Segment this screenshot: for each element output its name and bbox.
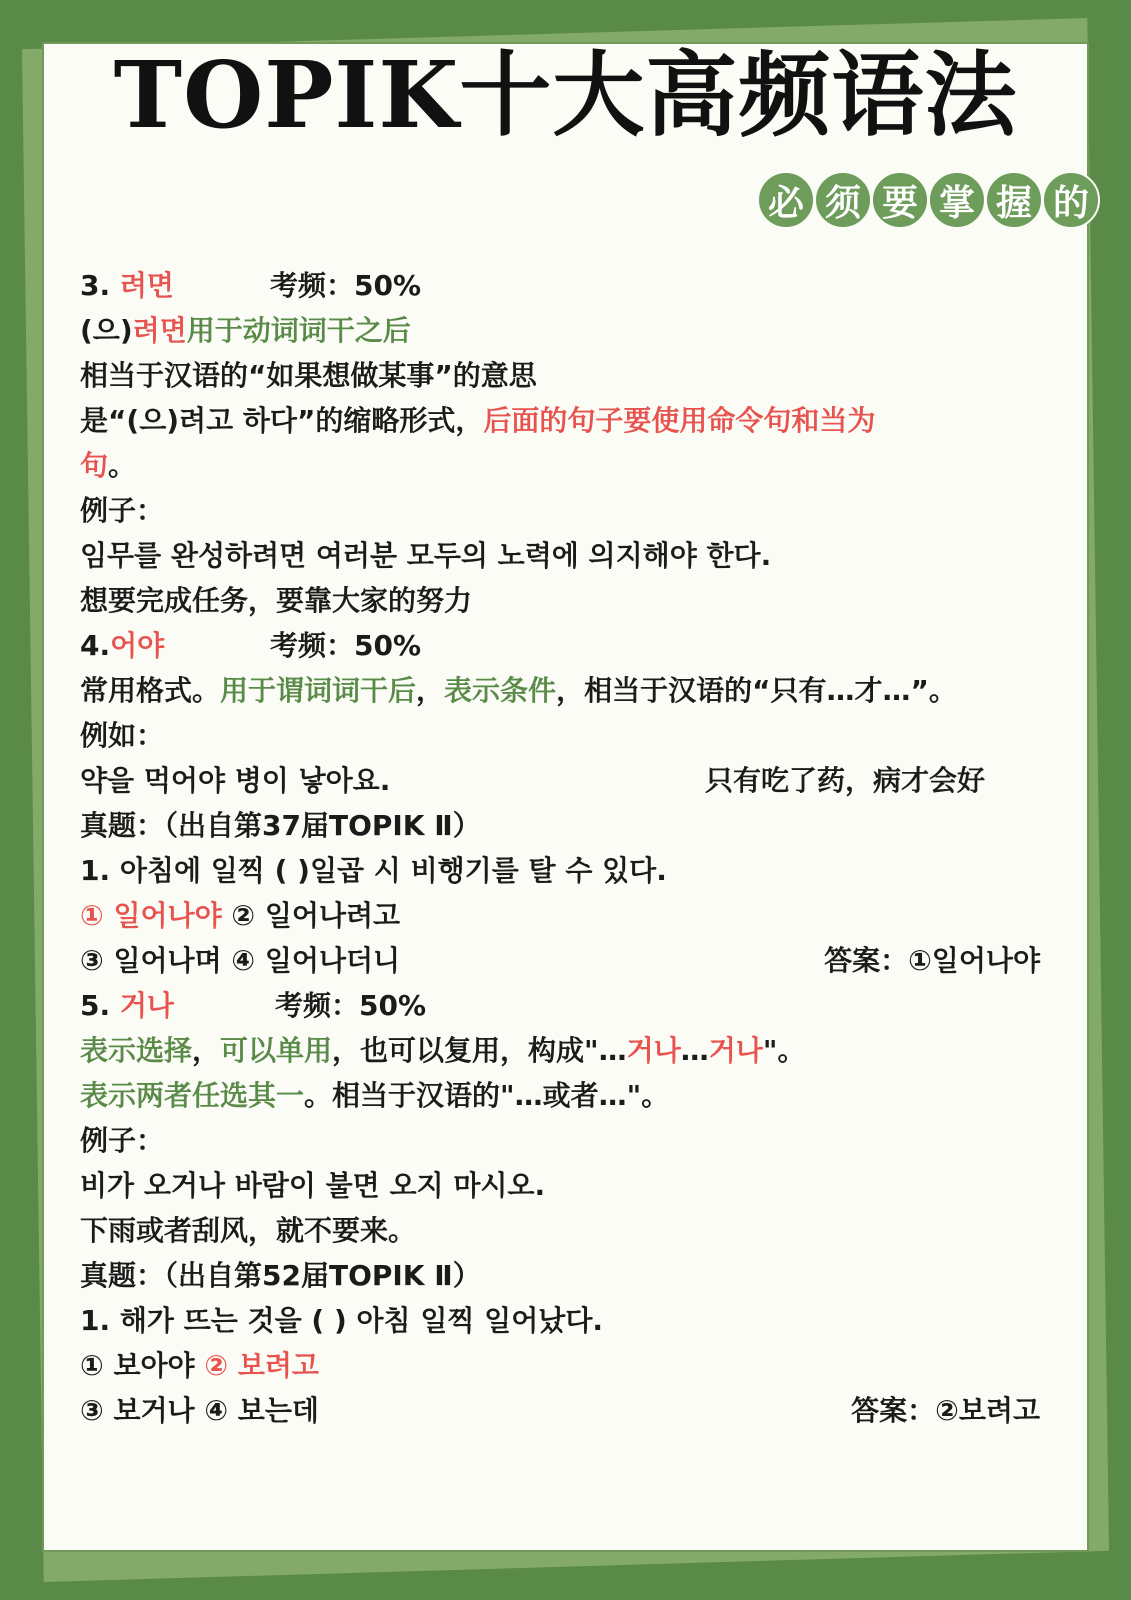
section-5-usage: 表示选择，可以单用，也可以复用，构成"…거나…거나"。: [80, 1034, 806, 1067]
exam-options-1: ① 일어나야 ② 일어나려고: [80, 899, 401, 932]
example-korean: 약을 먹어야 병이 낳아요.: [80, 764, 391, 797]
badge-char: 的: [1042, 171, 1100, 229]
section-4-usage: 常用格式。用于谓词词干后，表示条件，相当于汉语的“只有…才…”。: [80, 674, 957, 707]
badge-char: 须: [814, 171, 872, 229]
example-korean: 비가 오거나 바람이 불면 오지 마시오.: [80, 1169, 546, 1202]
answer: 答案：②보려고: [851, 1394, 1040, 1427]
exam-options-2: ③ 일어나며 ④ 일어나더니 答案：①일어나야: [80, 938, 1040, 983]
section-5-meaning: 表示两者任选其一。相当于汉语的"…或者…"。: [80, 1079, 670, 1112]
example-label: 例如：: [80, 719, 165, 752]
example-chinese: 只有吃了药，病才会好: [705, 764, 986, 797]
example-label: 例子：: [80, 1124, 165, 1157]
badge-char: 掌: [928, 171, 986, 229]
grammar-term: 어야: [110, 629, 165, 662]
subtitle-badges: [757, 171, 1099, 227]
section-4-header: 4.어야 考频：50%: [80, 623, 1040, 668]
exam-label: 真题：（出自第52届TOPIK Ⅱ）: [80, 1259, 481, 1292]
section-3-note: 是“(으)려고 하다”的缩略形式，后面的句子要使用命令句和当为 句。: [80, 404, 876, 482]
frequency: 考频：50%: [275, 989, 427, 1022]
example-chinese: 下雨或者刮风，就不要来。: [80, 1214, 417, 1247]
example-label: 例子：: [80, 494, 165, 527]
badge-char: 必: [757, 171, 815, 229]
page-title: TOPIK十大高频语法: [113, 41, 1018, 149]
section-3-header: 3. 려면 考频：50%: [80, 263, 1040, 308]
exam-question: 1. 해가 뜨는 것을 ( ) 아침 일찍 일어났다.: [80, 1304, 604, 1337]
section-3-meaning: 相当于汉语的“如果想做某事”的意思: [80, 359, 537, 392]
grammar-term: 려면: [119, 269, 174, 302]
section-5-header: 5. 거나 考频：50%: [80, 983, 1040, 1028]
frequency: 考频：50%: [270, 629, 422, 662]
badge-char: 要: [871, 171, 929, 229]
grammar-content: [80, 263, 1040, 1433]
answer: 答案：①일어나야: [824, 944, 1040, 977]
example-korean: 임무를 완성하려면 여러분 모두의 노력에 의지해야 한다.: [80, 539, 772, 572]
section-3-usage: (으)려면用于动词词干之后: [80, 314, 411, 347]
exam-question: 1. 아침에 일찍 ( )일곱 시 비행기를 탈 수 있다.: [80, 854, 667, 887]
grammar-term: 거나: [119, 989, 174, 1022]
example-chinese: 想要完成任务，要靠大家的努力: [80, 584, 473, 617]
exam-options-2: ③ 보거나 ④ 보는데 答案：②보려고: [80, 1388, 1040, 1433]
badge-char: 握: [985, 171, 1043, 229]
frequency: 考频：50%: [270, 269, 422, 302]
example-row: [80, 758, 1040, 803]
exam-label: 真题：（出自第37届TOPIK Ⅱ）: [80, 809, 481, 842]
exam-options-1: ① 보아야 ② 보려고: [80, 1349, 319, 1382]
